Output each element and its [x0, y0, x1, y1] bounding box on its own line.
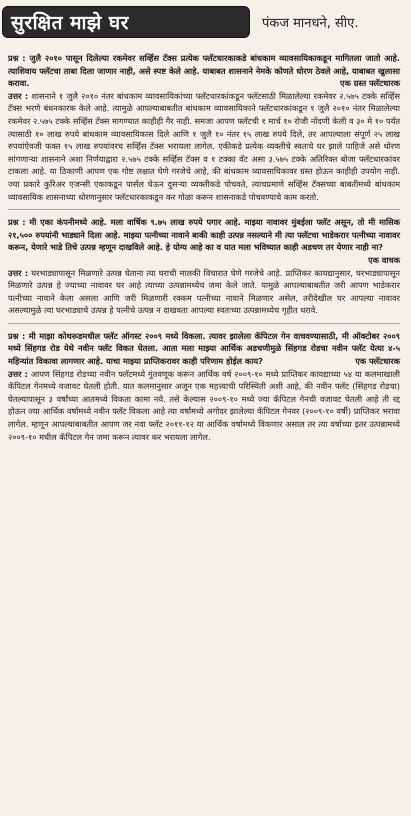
question-label: प्रश्न :: [8, 217, 26, 228]
qa-section-3: [8, 330, 400, 443]
question-1: [8, 52, 400, 90]
answer-text: शासनाने १ जुलै २०१० नंतर बांधकाम व्यावसायिकांच्या फ्लॅटधारकांकडून फ्लॅटसाठी मिळालेल्या रकमेवर २.५७५ टक्के सर्व्हिस टॅक्स भरणे बंधनकारक केले आहे. त्यामुळे आपल्याबाबतीत बांधकाम व्यावसायिकाने फ्लॅटधारकांकडून १ जुलै २०१० नंतर मिळालेल्या रकमेवर २.५७५ टक्के सर्व्हिस टॅक्स मागण्यात काहीही गैर नाही. समजा आपण फ्लॅटची १ मार्च १० रोजी नोंदणी केली व ३० मे १० पर्यंत त्यासाठी १० लाख रुपये बांधकाम व्यावसायिकास दिले आणि १ जुलै १० नंतर १५ लाख रुपये दिले, तर आपल्याला संपूर्ण २५ लाख रुपयांऐवजी फक्त १५ लाख रुपयांवरच सर्व्हिस टॅक्स भरायला लागेल. एकीकडे प्रत्येक व्यक्तीचे स्वतःचे घर झाले पाहिजे असे धोरण सांगणाऱ्या शासनाने अशा निर्णयाद्वारा २.५७५ टक्के सर्व्हिस टॅक्स व १ टक्का वॅट असा ३.५७५ टक्के अतिरिक्त बोजा फ्लॅटधारकांवर टाकला आहे. या ठिकाणी आपण एक गोष्ट लक्षात घेणे गरजेचे आहे, की बांधकाम व्यावसायिकावर ग्रस्त होऊन काहीही उपयोग नाही. ज्या प्रकारे कुरिअर एजन्सी एकाकडून पार्सल घेऊन दुसऱ्या व्यक्तीकडे पोचवते, त्याचप्रमाणे सर्व्हिस टॅक्सच्या बाबतीमध्ये बांधकाम व्यावसायिक शासनाच्या धोरणानुसार फ्लॅटधारकाकडून कर गोळा करून शासनाकडे पोचवण्याचे काम करतो.: [8, 90, 400, 202]
question-text: मी एका कंपनीमध्ये आहे. मला वार्षिक ९.७५ लाख रुपये पगार आहे. माझ्या नावावर मुंबईला फ्लॅट असून, तो मी मासिक २१,५०० रुपयांनी भाड्याने दिला आहे. माझ्या पत्नीच्या नावाने बाकी काही उत्पन्न नसल्याने मी त्या फ्लॅटचा भाडेकरार पत्नीच्या नावावर करून, येणारे भाडे तिचे उत्पन्न म्हणून दाखविले आहे. हे योग्य आहे का व यात मला भविष्यात काही अडचण तर येणार नाही ना?: [8, 217, 400, 253]
question-asker: एक फ्लॅटधारक: [355, 356, 400, 367]
question-text: जुलै २०१० पासून दिलेल्या रकमेवर सर्व्हिस टॅक्स प्रत्येक फ्लॅटधारकाकडे बांधकाम व्यावसायिकाकडून मागितला जातो आहे. त्याशिवाय फ्लॅटचा ताबा दिला जाणार नाही, असे स्पष्ट केले आहे. याबाबत शासनाने नेमके कोणते धोरण ठेवले आहे, याबाबत खुलासा करावा.: [8, 53, 400, 89]
qa-section-2: [8, 216, 400, 317]
question-asker: एक वाचक: [368, 254, 400, 265]
question-2: [8, 216, 400, 266]
column-title: सुरक्षित माझे घर: [11, 12, 129, 34]
question-label: प्रश्न :: [8, 53, 26, 63]
answer-label: उत्तर :: [8, 368, 28, 379]
answer-label: उत्तर :: [8, 267, 29, 278]
answer-2: [8, 267, 400, 317]
question-asker: एक ग्रस्त फ्लॅटधारक: [340, 78, 400, 89]
answer-label: उत्तर :: [8, 90, 29, 101]
column-header: [0, 0, 411, 44]
section-divider: [8, 209, 400, 210]
qa-section-1: [8, 52, 400, 203]
column-title-banner: [2, 6, 250, 38]
column-body: [8, 52, 400, 443]
question-text: मी माझा कोथरूडमधील फ्लॅट ऑगस्ट २००९ मध्ये विकला. त्यावर झालेला कॅपिटल गेन वाचवण्यासाठी, मी ऑक्टोबर २००९ मध्ये सिंहगड रोड येथे नवीन फ्लॅट विकत घेतला. आता मला माझ्या आर्थिक अडचणीमुळे सिंहगड रोडचा नवीन फ्लॅट येत्या ४-५ महिन्यांत विकावा लागणार आहे. याचा माझ्या प्राप्तिकरावर काही परिणाम होईल काय?: [8, 330, 400, 367]
answer-text: आपण सिंहगड रोडच्या नवीन फ्लॅटमध्ये गुंतवणूक करून आर्थिक वर्ष २००९-१० मध्ये प्राप्तिकर कायद्याच्या ५४ या कलमाखाली कॅपिटल गेनमध्ये वजावट घेतली होती. यात कलमानुसार अजून एक महत्त्वाची परिस्थिती अशी आहे, की नवीन फ्लॅट (सिंहगड रोडचा) घेतल्यापासून ३ वर्षांच्या आतमध्ये विकता कामा नये. तसे केल्यास २००९-१० मध्ये ज्या कॅपिटल गेनची वजावट घेतली आहे ती रद्द होऊन ज्या आर्थिक वर्षामध्ये नवीन फ्लॅट विकला आहे त्या वर्षामध्ये अगोदर झालेल्या कॅपिटल गेनवर (२००९-१० वर्षी) प्राप्तिकर भरावा लागेल. म्हणून आपल्याबाबतीत आपण जर नवा फ्लॅट २०११-१२ या आर्थिक वर्षामध्ये विकणार असाल तर त्या वर्षाच्या इतर उत्पन्नामध्ये २००९-१० मधील कॅपिटल गेन जमा करून त्यावर कर भरायला लागेल.: [8, 368, 401, 442]
answer-1: [8, 90, 400, 203]
author-byline: पंकज मानधने, सीए.: [262, 16, 359, 31]
section-divider: [8, 323, 400, 324]
answer-text: घरभाड्यापासून मिळणारे उत्पन्न घेताना त्या घराची मालकी विचारात घेणे गरजेचे आहे. प्राप्तिकर कायद्यानुसार, घरभाड्यापासून मिळणारे उत्पन्न हे ज्याच्या नावावर घर आहे त्याच्या उत्पन्नामध्येच जमा केले जाते. यामुळे आपल्याबाबतीत जरी आपण भाडेकरार पत्नीच्या नावाने केला असला आणि जरी मिळणारी रक्कम पत्नीच्या नावाने मिळणार असेल, तरीदेखील घर आपल्या नावावर असल्यामुळे त्या घरभाड्याचे उत्पन्न हे पत्नीचे उत्पन्न न दाखवता आपल्या स्वतःच्या उत्पन्नामध्येच गृहीत धरावे.: [8, 267, 400, 316]
question-label: प्रश्न :: [8, 330, 26, 341]
question-3: [8, 330, 400, 368]
answer-3: [8, 368, 400, 444]
